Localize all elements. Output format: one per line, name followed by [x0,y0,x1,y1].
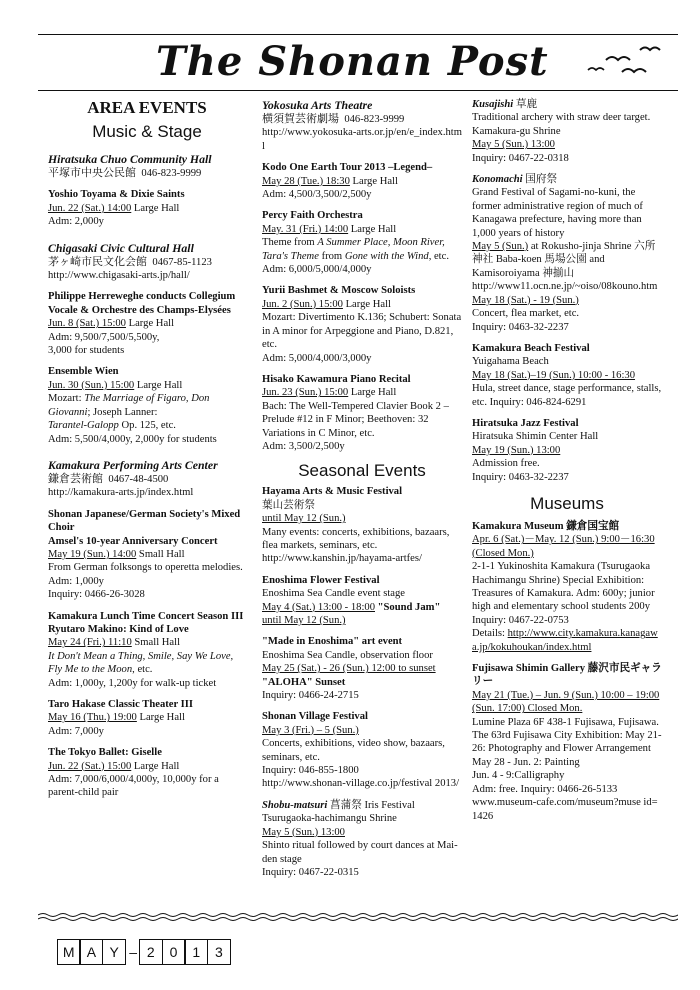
event-location: Large Hall [131,760,180,772]
event-date: Jun. 30 (Sun.) 15:00 [48,379,135,391]
event-konomachi [472,173,662,334]
event-url[interactable]: www.museum-cafe.com/museum?muse id=1426 [472,797,658,822]
venue-phone: 0467-48-4500 [108,473,169,485]
event-location: Small Hall [131,637,181,649]
month-dash: – [129,944,137,960]
event-name: Hiratsuka Jazz Festival [472,417,579,429]
event-description: From German folksongs to operetta melodies. Adm: 1,000y [48,562,243,587]
event-amsel-choir [48,508,246,602]
event-lunch-time-concert [48,610,246,690]
event-description: Traditional archery with straw deer target. Kamakura-gu Shrine [472,112,651,137]
event-admission: Adm: 7,000y [48,725,104,737]
venue-yokosuka [262,98,462,153]
event-name: Philippe Herreweghe conducts Collegium Vocale & Orchestre des Champs-Elysées [48,291,236,316]
event-kamakura-beach [472,342,662,409]
event-inquiry: Inquiry: 0463-32-2237 [472,471,569,483]
event-inquiry: Inquiry: 0467-22-0315 [262,866,359,878]
venue-chigasaki [48,241,246,283]
event-date: May 25 (Sat.) - 26 (Sun.) 12:00 to sunset [262,663,436,675]
event-date: May 28 (Tue.) 18:30 [262,175,350,187]
event-inquiry: Inquiry: 0466-26-3028 [48,589,145,601]
venue-phone: 0467-85-1123 [152,256,212,268]
event-name-en: Iris Festival [361,799,415,811]
event-location: Large Hall [348,387,397,399]
event-admission: Adm: 5,000/4,000/3,000y [262,352,372,364]
event-admission: Adm: 3,500/2,500y [262,440,345,452]
year-digit: 0 [162,939,186,965]
event-ensemble-wien [48,365,246,445]
event-date: Jun. 8 (Sat.) 15:00 [48,318,126,330]
event-name-jp: 鎌倉国宝館 [566,520,620,532]
event-admission-note: 3,000 for students [48,345,125,357]
event-location: Enoshima Sea Candle event stage [262,588,405,600]
event-name: Taro Hakase Classic Theater III [48,699,193,710]
masthead-bottom-rule [38,90,678,91]
event-highlight: "Sound Jam" [375,601,441,613]
column-area-events [48,98,246,808]
event-highlight: "ALOHA" Sunset [262,676,346,688]
event-location: at Rokusho-jinja Shrine 六所神社 Baba-koen 馬場公園 and Kamisoroiyama 神揃山 [472,241,656,279]
event-name-jp: 藤沢市民ギャラリー [472,663,662,688]
venue-phone: 046-823-9999 [344,114,405,125]
event-date: Apr. 6 (Sat.)－May. 12 (Sun.) 9:00－16:30 (Closed Mon.) [472,534,655,559]
event-name-jp: 草鹿 [515,99,538,110]
event-admission: Adm: 4,500/3,500/2,500y [262,189,372,201]
event-date: Jun. 22 (Sat.) 15:00 [48,760,132,772]
event-name: Kamakura Beach Festival [472,342,590,354]
month-letter: M [57,939,81,965]
month-letter: Y [102,939,126,965]
event-shonan-village [262,710,462,790]
event-kusajishi [472,98,662,165]
year-digit: 2 [139,939,163,965]
event-location: Large Hall [342,298,391,310]
event-program: It Don't Mean a Thing, Smile, Say We Love, Fly Me to the Moon, etc. [48,650,234,676]
event-hayama-festival [262,485,462,565]
event-location: Large Hall [348,223,397,235]
seagulls-icon [586,42,678,82]
event-taro-hakase [48,698,246,738]
event-inquiry: Adm: free. Inquiry: 0466-26-5133 [472,783,618,795]
museums-heading: Museums [530,493,604,513]
masthead [38,34,678,94]
event-inquiry: Inquiry: 0463-32-2237 [472,321,569,333]
event-date: May 19 (Sun.) 13:00 [472,444,561,456]
event-description: Many events: concerts, exhibitions, bazaars, flea markets, seminars, etc. [262,526,450,551]
event-program: Mozart: Divertimento K.136; Schubert: Sonata in A minor for Arpeggione and Piano, D.821, etc. [262,312,462,351]
event-name: Ensemble Wien [48,366,119,378]
event-location: Large Hall [136,712,185,724]
event-description: 2-1-1 Yukinoshita Kamakura (Tsurugaoka Hachimangu Shrine) Special Exhibition: Treasures of Kamakura. Adm: 600y; junior high and elementary school students 200y [472,561,655,613]
event-name: Kodo One Earth Tour 2013 –Legend– [262,162,433,174]
event-name: Kusajishi [472,99,514,110]
event-name: Kamakura Lunch Time Concert Season III [48,610,244,622]
details-label: Details: [472,628,508,640]
event-url[interactable]: http://www11.ocn.ne.jp/~oiso/08kouno.htm [472,281,658,293]
event-date: May 18 (Sat.)–19 (Sun.) 10:00 - 16:30 [472,369,636,381]
event-inquiry: Inquiry: 0467-22-0753 [472,614,569,626]
event-name: Percy Faith Orchestra [262,210,363,222]
event-kamakura-museum [472,520,662,654]
month-letter: A [79,939,103,965]
event-name: Fujisawa Shimin Gallery [472,663,586,675]
event-schedule-calligraphy: Jun. 4 - 9:Calligraphy [472,770,565,782]
event-enoshima-flower [262,574,462,628]
column-yokosuka-seasonal [262,98,462,887]
event-shobu-matsuri [262,799,462,879]
event-yurii-bashmet [262,284,462,364]
venue-url[interactable]: http://kamakura-arts.jp/index.html [48,487,194,499]
event-date: May 16 (Thu.) 19:00 [48,712,137,724]
event-location: Large Hall [125,318,175,330]
event-fujisawa-gallery [472,662,662,823]
event-name: Kamakura Museum [472,520,564,532]
event-name: Hayama Arts & Music Festival [262,486,403,498]
event-description: Shinto ritual followed by court dances at Mai-den stage [262,840,458,865]
event-description: Concerts, exhibitions, video show, bazaars, seminars, etc. [262,738,445,763]
event-name-jp: 菖蒲祭 [330,799,362,811]
event-name: "Made in Enoshima" art event [262,636,403,648]
wavy-divider [38,912,678,922]
event-program-2: Tarantel-Galopp Op. 125, etc. [48,420,176,432]
masthead-title: The Shonan Post [156,38,549,85]
event-date: May 5 (Sun.) [472,241,529,253]
event-location: Large Hall [349,175,398,187]
event-subtitle: Ryutaro Makino: Kind of Love [48,623,189,635]
event-name: Shobu-matsuri [262,799,328,811]
event-date: May 19 (Sun.) 14:00 [48,548,137,560]
venue-title-jp: 茅ヶ崎市民文化会館 [48,255,147,268]
music-stage-heading: Music & Stage [92,122,202,141]
event-yoshio-toyama [48,188,246,228]
event-url[interactable]: http://www.kanshin.jp/hayama-artfes/ [262,553,422,565]
venue-url[interactable]: http://www.yokosuka-arts.or.jp/en/e_index.html [262,127,462,152]
event-description: Hula, street dance, stage performance, stalls, etc. Inquiry: 046-824-6291 [472,383,662,408]
event-date: May. 31 (Fri.) 14:00 [262,223,349,235]
area-events-heading: AREA EVENTS [87,98,207,117]
event-hisako-kawamura [262,373,462,453]
event-schedule-painting: May 28 - Jun. 2: Painting [472,756,580,768]
event-date: Jun. 23 (Sun.) 15:00 [262,387,349,399]
event-inquiry: Inquiry: 046-855-1800 [262,765,359,777]
event-date: May 24 (Fri.) 11:10 [48,637,132,649]
venue-kamakura-arts [48,458,246,500]
event-inquiry: Inquiry: 0466-24-2715 [262,690,359,702]
event-location: Tsurugaoka-hachimangu Shrine [262,813,397,825]
event-name: Hisako Kawamura Piano Recital [262,373,411,385]
venue-title: Kamakura Performing Arts Center [48,457,218,472]
venue-title: Yokosuka Arts Theatre [262,98,373,112]
event-description: Admission free. [472,458,540,470]
venue-title-jp: 平塚市中央公民館 [48,167,136,179]
event-admission: Adm: 9,500/7,500/5,500y, [48,331,160,343]
event-date: May 5 (Sun.) 13:00 [262,826,345,838]
seasonal-events-heading: Seasonal Events [298,461,426,481]
event-inquiry: Inquiry: 0467-22-0318 [472,152,569,164]
event-percy-faith [262,209,462,276]
year-digit: 1 [184,939,208,965]
event-herreweghe [48,290,246,357]
event-name-jp: 国府祭 [525,174,558,186]
event-name: Shonan Japanese/German Society's Mixed Choir [48,508,241,534]
event-date: May 5 (Sun.) 13:00 [472,139,555,151]
event-date: Jun. 22 (Sat.) 14:00 [48,202,132,214]
event-description: Grand Festival of Sagami-no-kuni, the former administrative region of much of Kanagawa prefecture, having more than 1,000 years of history [472,187,643,239]
event-location: Large Hall [134,379,183,391]
event-admission: Adm: 7,000/6,000/4,000y, 10,000y for a parent-child pair [48,774,219,799]
event-description: Lumine Plaza 6F 438-1 Fujisawa, Fujisawa. The 63rd Fujisawa City Exhibition: May 21-26: Photography and Flower Arrangement [472,716,662,755]
event-program: Mozart: The Marriage of Figaro, Don Giovanni; Joseph Lanner: [48,393,210,418]
event-name: Yoshio Toyama & Dixie Saints [48,189,185,201]
event-description-2: Concert, flea market, etc. [472,308,580,320]
event-name: Yurii Bashmet & Moscow Soloists [262,285,416,297]
event-date: May 3 (Fri.) – 5 (Sun.) [262,724,359,736]
issue-month [58,938,231,966]
event-date: until May 12 (Sun.) [262,513,346,525]
event-date: May 4 (Sat.) 13:00 - 18:00 [262,601,375,613]
event-hiratsuka-jazz [472,417,662,484]
event-date: May 21 (Tue.) – Jun. 9 (Sun.) 10:00 – 19:00 (Sun. 17:00) Closed Mon. [472,689,660,715]
event-name: Konomachi [472,174,523,186]
event-name: The Tokyo Ballet: Giselle [48,747,162,759]
event-date-2: May 18 (Sat.) - 19 (Sun.) [472,294,579,306]
event-name-jp: 葉山芸術祭 [262,499,315,511]
venue-title-jp: 横須賀芸術劇場 [262,113,339,125]
event-program: Theme from A Summer Place, Moon River, Tara's Theme from Gone with the Wind, etc. Adm: 6,000/5,000/4,000y [262,237,449,276]
details-link[interactable]: http://www.city.kamakura.kanagawa.jp/kokuhoukan/index.html [472,628,658,653]
event-location: Enoshima Sea Candle, observation floor [262,649,433,661]
event-url[interactable]: http://www.shonan-village.co.jp/festival 2013/ [262,778,460,790]
column-festivals-museums [472,98,662,831]
year-digit: 3 [207,939,231,965]
venue-phone: 046-823-9999 [141,168,202,179]
venue-title: Chigasaki Civic Cultural Hall [48,240,194,255]
venue-title: Hiratsuka Chuo Community Hall [48,152,212,166]
venue-hiratsuka-chuo [48,152,246,180]
event-name: Shonan Village Festival [262,711,368,723]
event-admission: Adm: 2,000y [48,216,104,228]
event-program: Bach: The Well-Tempered Clavier Book 2 – Prelude #12 in F Minor; Beethoven: 32 Variations in C Minor, etc. [262,400,449,439]
event-admission: Adm: 1,000y, 1,200y for walk-up ticket [48,677,217,689]
masthead-top-rule [38,34,678,35]
event-location: Yuigahama Beach [472,356,549,368]
event-kodo [262,161,462,201]
event-name: Enoshima Flower Festival [262,574,380,586]
event-date: Jun. 2 (Sun.) 15:00 [262,298,343,310]
event-tokyo-ballet [48,746,246,800]
event-location: Small Hall [136,548,185,560]
event-location: Large Hall [131,202,180,214]
venue-url[interactable]: http://www.chigasaki-arts.jp/hall/ [48,270,190,282]
event-date-end: until May 12 (Sun.) [262,615,346,626]
venue-title-jp: 鎌倉芸術館 [48,472,103,485]
event-subtitle: Amsel's 10-year Anniversary Concert [48,535,218,547]
event-location: Hiratsuka Shimin Center Hall [472,431,599,443]
event-admission: Adm: 5,500/4,000y, 2,000y for students [48,433,217,445]
event-made-in-enoshima [262,635,462,702]
